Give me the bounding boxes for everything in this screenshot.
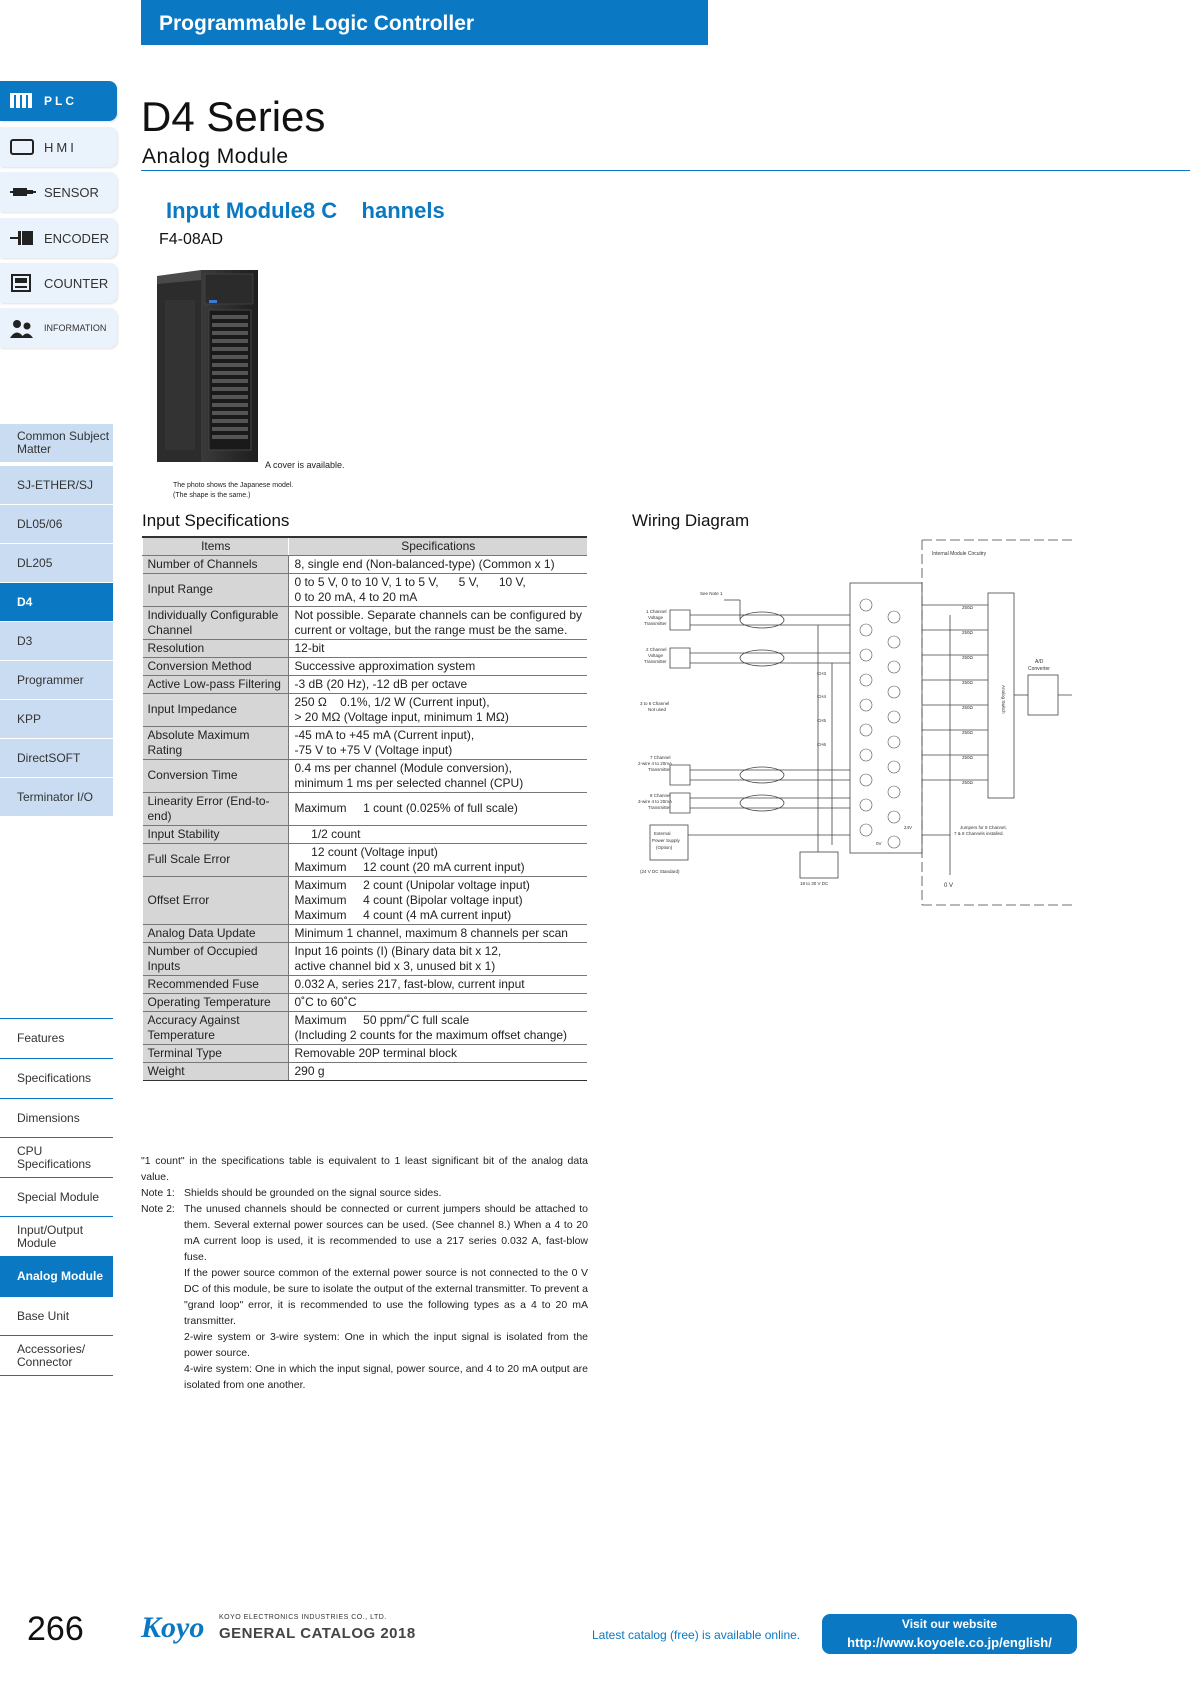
note-row (141, 1201, 588, 1265)
spec-value (289, 693, 587, 726)
wiring-label-ch: CH4 (817, 694, 827, 699)
visit-website-button[interactable] (822, 1614, 1077, 1654)
model-number: F4-08AD (159, 231, 224, 248)
wiring-label-24vdc: (24 V DC Standard) (640, 869, 680, 874)
spec-value-line: active channel bid x 3, unused bit x 1) (294, 958, 496, 973)
specs-heading: Input Specifications (142, 511, 290, 530)
wiring-label-t1: 1 Channel (646, 609, 667, 614)
spec-item: Analog Data Update (143, 924, 289, 942)
spec-value-line: Maximum 1 count (0.025% of full scale) (294, 801, 518, 815)
latest-catalog-note: Latest catalog (free) is available online. (592, 1628, 801, 1642)
counter-icon (10, 274, 36, 292)
wiring-label-t36: 3 to 6 Channel (640, 701, 670, 706)
note-label: Note 1: (141, 1187, 175, 1199)
product-photo (155, 270, 260, 465)
category-label: PLC (44, 94, 77, 108)
column-header-items: Items (143, 537, 289, 555)
spec-value-line: 290 g (294, 1063, 325, 1078)
note-text: If the power source common of the external power source is not connected to the 0 V DC of this module, be sure to isolate the output of the external transmitter. To prevent a "grand loop" error, it is recommended to use the following types as a 4 to 20 mA transmitter. (184, 1267, 588, 1327)
wiring-label-t1: Voltage (648, 615, 664, 620)
spec-value-line: Maximum 50 ppm/˚C full scale (294, 1012, 470, 1027)
spec-item: Input Impedance (143, 693, 289, 726)
spec-item: Conversion Time (143, 759, 289, 792)
wiring-label-res: 250Ω (962, 705, 973, 710)
section-nav-item[interactable]: CPU Specifications (0, 1137, 113, 1177)
wiring-label-t8: 3-wire 4 to 20mA (638, 799, 673, 804)
hmi-icon (10, 138, 36, 156)
wiring-label-res: 250Ω (962, 730, 973, 735)
wiring-label-0v: 0 V (944, 883, 954, 889)
encoder-icon (10, 229, 36, 247)
spec-value-line: -75 V to +75 V (Voltage input) (294, 742, 453, 757)
section-nav-item[interactable]: Dimensions (0, 1098, 113, 1138)
sidebar-item[interactable]: D3 (0, 622, 113, 661)
category-tab-encoder[interactable] (0, 218, 117, 258)
photo-caption-line: (The shape is the same.) (173, 492, 251, 499)
table-row (143, 792, 588, 825)
spec-value (289, 1011, 587, 1044)
wiring-label-res: 250Ω (962, 605, 973, 610)
spec-value-line: Maximum 12 count (20 mA current input) (294, 859, 525, 874)
spec-item: Offset Error (143, 876, 289, 924)
wiring-label-18-30vdc: 18 to 30 V DC (800, 881, 829, 886)
section-nav-item[interactable]: Special Module (0, 1177, 113, 1217)
spec-value (289, 975, 587, 993)
wiring-label-t8: 8 Channel (650, 793, 671, 798)
spec-value-line: 0 to 20 mA, 4 to 20 mA (294, 589, 418, 604)
category-label: SENSOR (44, 184, 99, 200)
note-row (141, 1185, 588, 1201)
spec-value (289, 825, 587, 843)
wiring-label-t7: Transmitter (648, 767, 671, 772)
spec-value (289, 606, 587, 639)
spec-value-line: Maximum 4 count (Bipolar voltage input) (294, 892, 523, 907)
table-row (143, 825, 588, 843)
category-label: COUNTER (44, 275, 109, 291)
company-name: KOYO ELECTRONICS INDUSTRIES CO., LTD. (219, 1614, 387, 1621)
note-indent (141, 1361, 184, 1393)
spec-item: Conversion Method (143, 657, 289, 675)
spec-value (289, 657, 587, 675)
section-nav-item[interactable]: Input/Output Module (0, 1216, 113, 1256)
title-divider (141, 170, 1190, 171)
wiring-label-internal: Internal Module Circuitry (932, 551, 987, 557)
wiring-label-t2: 2 Channel (646, 647, 667, 652)
spec-value-line: Removable 20P terminal block (294, 1045, 457, 1060)
note-text: 2-wire system or 3-wire system: One in which the input signal is isolated from the power source. (184, 1331, 588, 1359)
spec-item: Number of Occupied Inputs (143, 942, 289, 975)
spec-item: Linearity Error (End-to-end) (143, 792, 289, 825)
category-tab-hmi[interactable] (0, 127, 117, 167)
spec-value (289, 843, 587, 876)
information-icon (10, 319, 36, 337)
spec-value-line: > 20 MΩ (Voltage input, minimum 1 MΩ) (294, 709, 509, 724)
section-nav-divider (0, 1375, 113, 1376)
table-row (143, 573, 588, 606)
section-nav-item[interactable]: Specifications (0, 1058, 113, 1098)
spec-value-line: Input 16 points (I) (Binary data bit x 12, (294, 943, 502, 958)
spec-item: Active Low-pass Filtering (143, 675, 289, 693)
spec-value (289, 573, 587, 606)
photo-caption-line: The photo shows the Japanese model. (173, 482, 294, 489)
wiring-label-ext-power: (Option) (656, 845, 673, 850)
spec-item: Operating Temperature (143, 993, 289, 1011)
page-title: D4 Series (141, 93, 326, 140)
wiring-label-ch: CH6 (817, 742, 827, 747)
table-row (143, 1044, 588, 1062)
spec-value (289, 726, 587, 759)
spec-value-line: -45 mA to +45 mA (Current input), (294, 727, 475, 742)
note-text: "1 count" in the specifications table is equivalent to 1 least significant bit of the analog data value. (141, 1155, 588, 1183)
wiring-label-res: 250Ω (962, 755, 973, 760)
table-row (143, 606, 588, 639)
spec-value-line: 0.032 A, series 217, fast-blow, current input (294, 976, 525, 991)
spec-item: Accuracy Against Temperature (143, 1011, 289, 1044)
spec-value (289, 942, 587, 975)
note-text: The unused channels should be connected or current jumpers should be attached to them. Several external power sources can be used. (See channel 8.) When a 4 to 20 mA current loop is used, it is recommended to use a 217 series 0.032 A, fast-blow fuse. (184, 1203, 588, 1263)
sidebar-item[interactable]: DL205 (0, 544, 113, 583)
catalog-title: GENERAL CATALOG 2018 (219, 1625, 416, 1642)
spec-item: Input Range (143, 573, 289, 606)
spec-item: Input Stability (143, 825, 289, 843)
wiring-label-ch: CH3 (817, 671, 827, 676)
wiring-label-t8: Transmitter (648, 805, 671, 810)
category-label: ENCODER (44, 230, 110, 246)
spec-table (142, 536, 587, 1081)
spec-value-line: 0 to 5 V, 0 to 10 V, 1 to 5 V, 5 V, 10 V, (294, 574, 526, 589)
table-row (143, 1011, 588, 1044)
wiring-label-res: 250Ω (962, 680, 973, 685)
section-nav-item[interactable]: Accessories/ Connector (0, 1335, 113, 1375)
notes (141, 1153, 588, 1393)
sidebar-item[interactable]: SJ-ETHER/SJ (0, 466, 113, 505)
sidebar-item[interactable]: DirectSOFT (0, 739, 113, 778)
spec-value (289, 993, 587, 1011)
wiring-label-ext-power: External (654, 831, 671, 836)
spec-value (289, 1062, 587, 1080)
note-text: 4-wire system: One in which the input signal, power source, and 4 to 20 mA output are isolated from one another. (184, 1363, 588, 1391)
spec-value-line: 12-bit (294, 640, 325, 655)
table-row (143, 876, 588, 924)
sidebar-item[interactable]: D4 (0, 583, 113, 622)
sensor-icon (10, 183, 36, 201)
category-tab-sensor[interactable] (0, 172, 117, 212)
wiring-label-ad: A/D (1035, 659, 1044, 665)
wiring-label-ad: Converter (1028, 666, 1050, 672)
note-row (141, 1265, 588, 1329)
spec-value (289, 1044, 587, 1062)
spec-value-line: 1/2 count (294, 826, 361, 841)
wiring-label-0v-terminal: 0V (876, 841, 882, 846)
spec-value-line: Successive approximation system (294, 658, 476, 673)
wiring-label-t36: Not used (648, 707, 667, 712)
spec-item: Terminal Type (143, 1044, 289, 1062)
note-indent (141, 1265, 184, 1329)
header-banner: Programmable Logic Controller (141, 0, 708, 45)
page-subtitle: Analog Module (142, 145, 289, 168)
sidebar-item[interactable]: Common Subject Matter (0, 424, 113, 463)
wiring-label-t7: 7 Channel (650, 755, 671, 760)
spec-item: Number of Channels (143, 555, 289, 573)
brand-logo: Koyo (141, 1611, 205, 1644)
note-label: Note 2: (141, 1203, 175, 1215)
wiring-label-ext-power: Power Supply (652, 838, 680, 843)
category-tab-counter[interactable] (0, 263, 117, 303)
note-row (141, 1361, 588, 1393)
note-row (141, 1329, 588, 1361)
wiring-label-t1: Transmitter (644, 621, 667, 626)
spec-value-line: (Including 2 counts for the maximum offset change) (294, 1027, 568, 1042)
wiring-label-ch: CH5 (817, 718, 827, 723)
wiring-label-res: 250Ω (962, 655, 973, 660)
wiring-label-res: 250Ω (962, 780, 973, 785)
wiring-label-t7: 2-wire 4 to 20mA (638, 761, 673, 766)
spec-value-line: Maximum 4 count (4 mA current input) (294, 907, 512, 922)
photo-caption (173, 481, 293, 501)
wiring-diagram (632, 535, 1072, 915)
table-row (143, 1062, 588, 1080)
spec-value-line: 250 Ω 0.1%, 1/2 W (Current input), (294, 694, 490, 709)
category-tab-information[interactable] (0, 308, 117, 348)
wiring-label-jumpers: 7 & 8 Channels installed. (954, 831, 1004, 836)
table-row (143, 993, 588, 1011)
spec-value-line: 8, single end (Non-balanced-type) (Common x 1) (294, 556, 555, 571)
section-nav-item[interactable]: Base Unit (0, 1296, 113, 1336)
spec-value (289, 924, 587, 942)
spec-item: Individually Configurable Channel (143, 606, 289, 639)
plc-icon (10, 92, 36, 110)
visit-label: Visit our website (901, 1617, 998, 1631)
category-tab-plc[interactable] (0, 81, 117, 121)
spec-value-line: 0.4 ms per channel (Module conversion), (294, 760, 512, 775)
table-row (143, 942, 588, 975)
spec-value (289, 792, 587, 825)
spec-item: Full Scale Error (143, 843, 289, 876)
wiring-label-t2: Voltage (648, 653, 664, 658)
table-row (143, 639, 588, 657)
sidebar-item[interactable]: DL05/06 (0, 505, 113, 544)
table-row (143, 693, 588, 726)
sidebar-item[interactable]: KPP (0, 700, 113, 739)
spec-value (289, 876, 587, 924)
website-url[interactable]: http://www.koyoele.co.jp/english/ (847, 1635, 1052, 1650)
spec-value-line: minimum 1 ms per selected channel (CPU) (294, 775, 524, 790)
module-title: Input Module8 C hannels (166, 198, 445, 223)
spec-value-line: -3 dB (20 Hz), -12 dB per octave (294, 676, 468, 691)
wiring-label-t2: Transmitter (644, 659, 667, 664)
note-row (141, 1153, 588, 1185)
spec-value-line: current or voltage, but the range must be the same. (294, 622, 568, 637)
wiring-label-see-note: See Note 1 (700, 591, 723, 596)
spec-value-line: Maximum 2 count (Unipolar voltage input) (294, 877, 530, 892)
spec-value (289, 759, 587, 792)
table-row (143, 759, 588, 792)
column-header-specifications: Specifications (289, 537, 587, 555)
note-text: Shields should be grounded on the signal source sides. (184, 1187, 442, 1199)
wiring-heading: Wiring Diagram (632, 511, 750, 530)
spec-value (289, 639, 587, 657)
wiring-label-jumpers: Jumpers for 8 Channel, (960, 825, 1007, 830)
spec-value-line: Minimum 1 channel, maximum 8 channels per scan (294, 925, 568, 940)
spec-value-line: 0˚C to 60˚C (294, 994, 357, 1009)
spec-item: Resolution (143, 639, 289, 657)
photo-note: A cover is available. (265, 460, 345, 470)
spec-item: Recommended Fuse (143, 975, 289, 993)
table-header-row (143, 537, 588, 555)
spec-item: Absolute Maximum Rating (143, 726, 289, 759)
sidebar-item[interactable]: Programmer (0, 661, 113, 700)
spec-value-line: Not possible. Separate channels can be configured by (294, 607, 582, 622)
table-row (143, 924, 588, 942)
category-label: INFORMATION (44, 323, 107, 333)
table-row (143, 657, 588, 675)
sidebar-item[interactable]: Terminator I/O (0, 778, 113, 817)
wiring-label-switch: Analog Switch (1001, 685, 1006, 714)
spec-value (289, 675, 587, 693)
section-nav-item[interactable]: Features (0, 1018, 113, 1058)
section-nav-item[interactable]: Analog Module (0, 1256, 113, 1296)
wiring-label-24v: 24V (904, 825, 913, 830)
spec-value (289, 555, 587, 573)
page-number: 266 (27, 1610, 84, 1648)
wiring-label-res: 250Ω (962, 630, 973, 635)
table-row (143, 675, 588, 693)
table-row (143, 555, 588, 573)
category-label: HMI (44, 139, 77, 155)
table-row (143, 726, 588, 759)
table-row (143, 975, 588, 993)
spec-value-line: 12 count (Voltage input) (294, 844, 438, 859)
spec-item: Weight (143, 1062, 289, 1080)
table-row (143, 843, 588, 876)
note-indent (141, 1329, 184, 1361)
